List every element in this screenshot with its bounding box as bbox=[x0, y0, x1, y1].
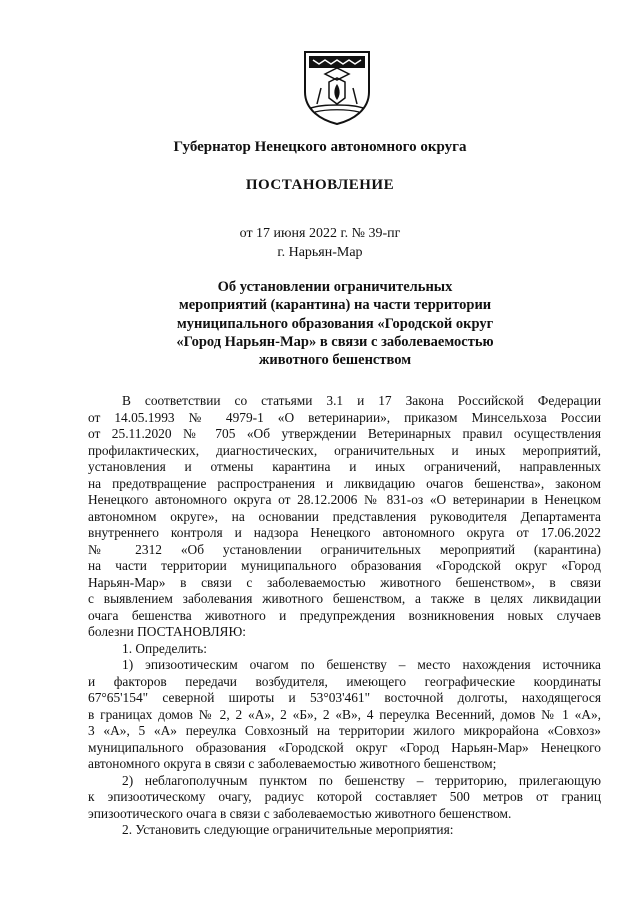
document-city: г. Нарьян-Мар bbox=[277, 245, 363, 260]
document-title bbox=[140, 278, 530, 369]
body-text-line: 2. Установить следующие ограничительные мероприятия: bbox=[122, 822, 454, 837]
body-text-line: профилактических, диагностических, ограничительных и иных мероприятий, bbox=[88, 442, 601, 458]
title-line: «Город Нарьян-Мар» в связи с заболеваемостью bbox=[176, 333, 494, 350]
body-text-line: автономном округе», на основании представления руководителя Департамента bbox=[88, 508, 601, 524]
body-text-line: 1) эпизоотическим очагом по бешенству – место нахождения источника bbox=[122, 657, 601, 672]
body-text-line: болезни ПОСТАНОВЛЯЮ: bbox=[88, 624, 246, 639]
title-line: животного бешенством bbox=[258, 352, 412, 369]
body-text-line: на части территории муниципального образования «Городской округ «Город bbox=[88, 558, 601, 573]
body-text-line: с выявлением заболевания животного бешенством, а также в целях ликвидации bbox=[88, 591, 601, 606]
body-text-line: 2) неблагополучным пунктом по бешенству – территорию, прилегающую bbox=[122, 772, 601, 788]
body-text-line: автономного округа в связи с заболеваемостью животного бешенством; bbox=[88, 756, 497, 771]
governor-heading: Губернатор Ненецкого автономного округа bbox=[173, 139, 467, 155]
document-body bbox=[88, 393, 601, 839]
body-text-line: муниципального образования «Городской округ «Город Нарьян-Мар» Ненецкого bbox=[88, 739, 601, 755]
body-text-line: 1. Определить: bbox=[122, 640, 207, 656]
body-text-line: и факторов передачи возбудителя, имеющего географические координаты bbox=[88, 673, 601, 689]
body-text-line: от 14.05.1993 № 4979-1 «О ветеринарии», приказом Минсельхоза России bbox=[88, 409, 601, 425]
body-text-line: очага бешенства животного и предупреждения возникновения новых случаев bbox=[88, 607, 601, 623]
body-text-line: В соответствии со статьями 3.1 и 17 Закона Российской Федерации bbox=[122, 393, 601, 408]
body-text-line: Нарьян-Мар» в связи с заболеваемостью животного бешенством», в связи bbox=[88, 574, 601, 590]
coat-of-arms-emblem bbox=[301, 48, 373, 126]
body-text-line: 67°65'154" северной широты и 53°03'461" восточной долготы, находящегося bbox=[88, 690, 601, 705]
body-text-line: внутреннего контроля и надзора Ненецкого автономного округа от 17.06.2022 bbox=[88, 525, 601, 540]
document-type-heading: ПОСТАНОВЛЕНИЕ bbox=[245, 177, 395, 193]
body-text-line: в границах домов № 2, 2 «А», 2 «Б», 2 «В», 4 переулка Весенний, домов № 1 «А», bbox=[88, 706, 601, 722]
body-text-line: Ненецкого автономного округа от 28.12.2006 № 831-оз «О ветеринарии в Ненецком bbox=[88, 492, 601, 507]
title-line: муниципального образования «Городской округ bbox=[176, 315, 494, 332]
body-text-line: № 2312 «Об установлении ограничительных мероприятий (карантина) bbox=[88, 541, 601, 557]
body-text-line: 3 «А», 5 «А» переулка Совхозный на территории жилого микрорайона «Совхоз» bbox=[88, 723, 601, 738]
document-date-number: от 17 июня 2022 г. № 39-пг bbox=[239, 226, 401, 241]
body-text-line: эпизоотического очага в связи с заболеваемостью животного бешенством. bbox=[88, 805, 512, 821]
body-text-line: к эпизоотическому очагу, радиус которой составляет 500 метров от границ bbox=[88, 789, 601, 804]
body-text-line: на предотвращение распространения и ликвидацию очагов бешенства», законом bbox=[88, 475, 601, 491]
body-text-line: от 25.11.2020 № 705 «Об утверждении Ветеринарных правил осуществления bbox=[88, 426, 601, 441]
title-line: Об установлении ограничительных bbox=[217, 279, 453, 295]
body-text-line: установления и отмены карантина и иных ограничений, направленных bbox=[88, 459, 601, 474]
title-line: мероприятий (карантина) на части территории bbox=[178, 297, 492, 314]
